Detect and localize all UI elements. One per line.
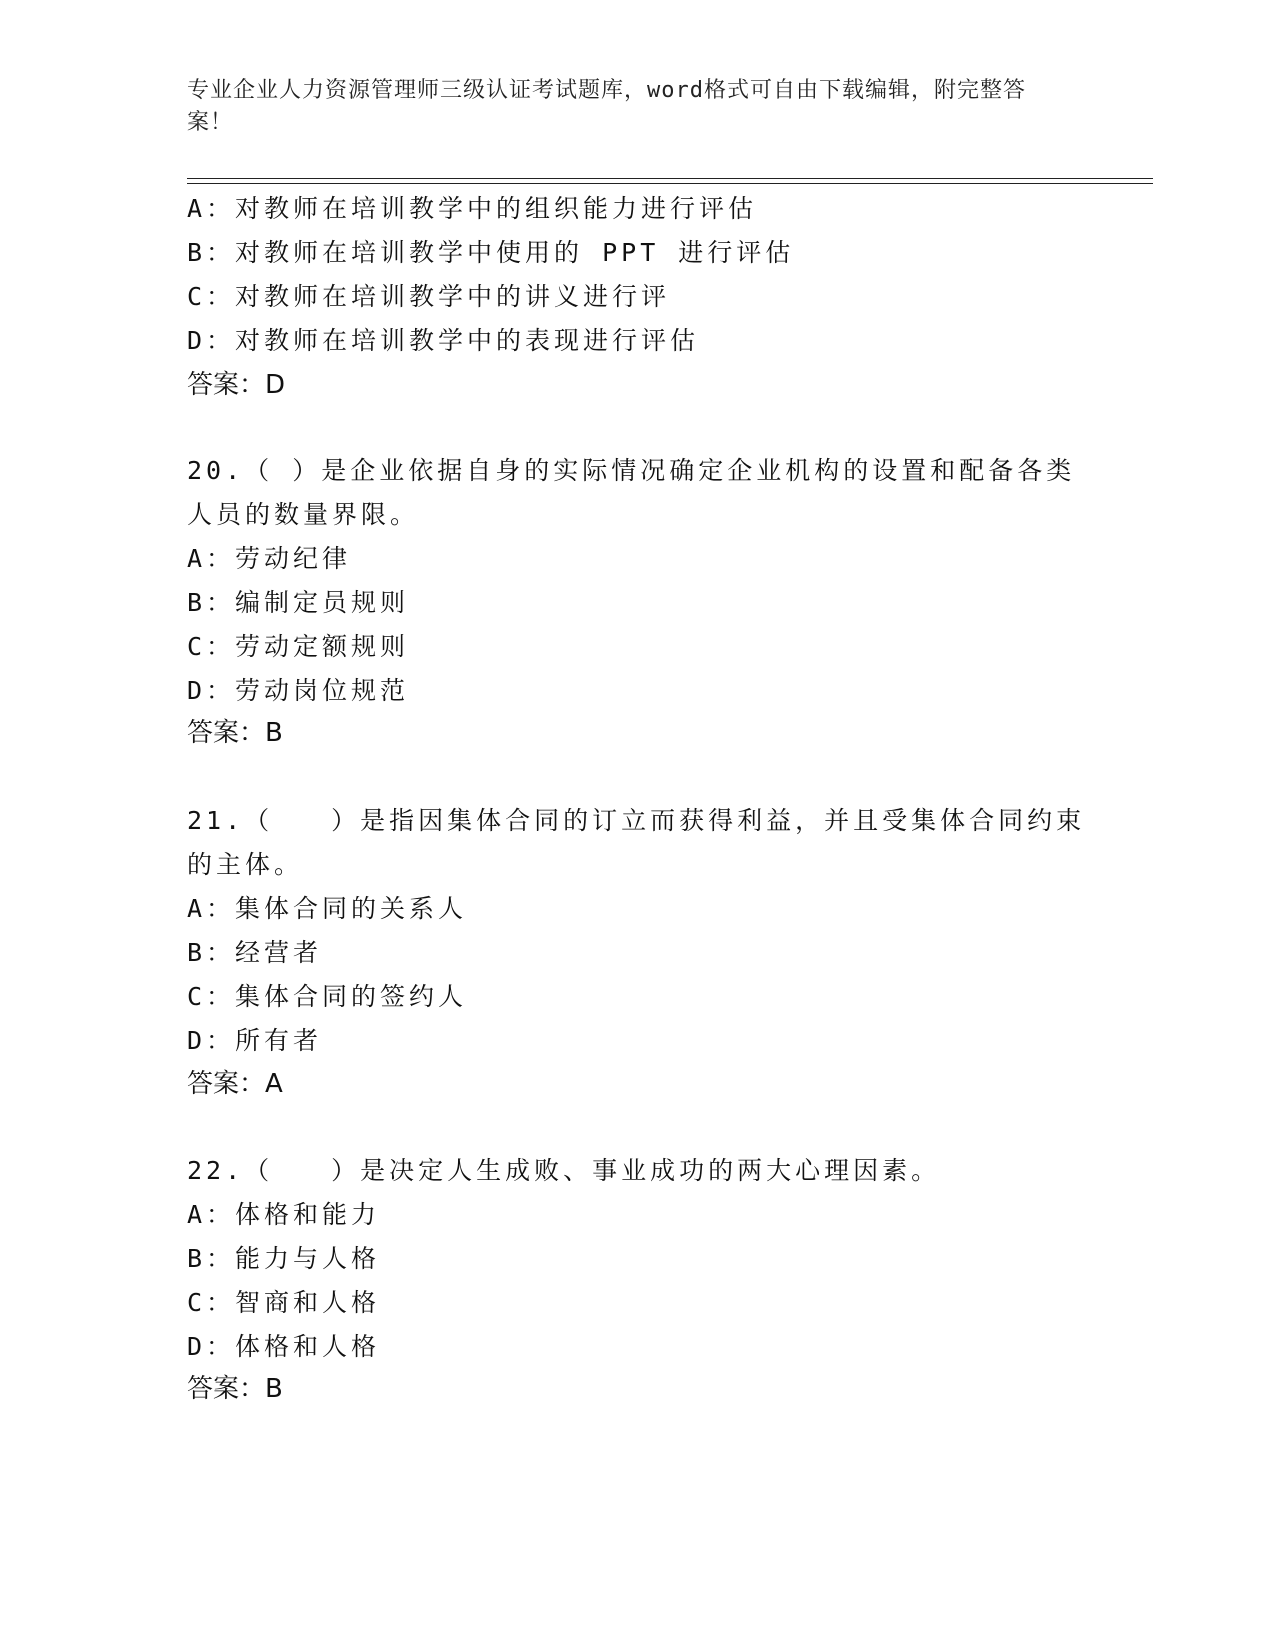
option-d: D：劳动岗位规范 <box>187 676 410 705</box>
option-a: A：对教师在培训教学中的组织能力进行评估 <box>187 194 758 223</box>
option-d: D：所有者 <box>187 1026 323 1055</box>
option-d: D：对教师在培训教学中的表现进行评估 <box>187 326 700 355</box>
option-b: B：经营者 <box>187 938 323 967</box>
answer: 答案：B <box>187 1374 283 1404</box>
option-d: D：体格和人格 <box>187 1332 381 1361</box>
answer: 答案：D <box>187 370 286 400</box>
option-c: C：劳动定额规则 <box>187 632 410 661</box>
header-divider-bottom <box>187 183 1153 184</box>
option-a: A：集体合同的关系人 <box>187 894 468 923</box>
question-20-stem-cont: 人员的数量界限。 <box>187 500 420 529</box>
answer: 答案：A <box>187 1069 283 1099</box>
question-22-stem: 22.（ ）是决定人生成败、事业成功的两大心理因素。 <box>187 1156 941 1185</box>
option-b: B：能力与人格 <box>187 1244 381 1273</box>
option-b: B：对教师在培训教学中使用的 PPT 进行评估 <box>187 238 795 267</box>
option-c: C：集体合同的签约人 <box>187 982 468 1011</box>
option-c: C：智商和人格 <box>187 1288 381 1317</box>
header-divider-top <box>187 178 1153 179</box>
question-21-stem: 21.（ ）是指因集体合同的订立而获得利益，并且受集体合同约束 <box>187 806 1086 835</box>
question-21-stem-cont: 的主体。 <box>187 850 304 879</box>
document-header: 专业企业人力资源管理师三级认证考试题库，word格式可自由下载编辑，附完整答案！ <box>187 78 1026 135</box>
option-c: C：对教师在培训教学中的讲义进行评 <box>187 282 671 311</box>
answer: 答案：B <box>187 718 283 748</box>
option-a: A：劳动纪律 <box>187 544 352 573</box>
question-20-stem: 20.（ ）是企业依据自身的实际情况确定企业机构的设置和配备各类 <box>187 456 1076 485</box>
option-b: B：编制定员规则 <box>187 588 410 617</box>
option-a: A：体格和能力 <box>187 1200 381 1229</box>
